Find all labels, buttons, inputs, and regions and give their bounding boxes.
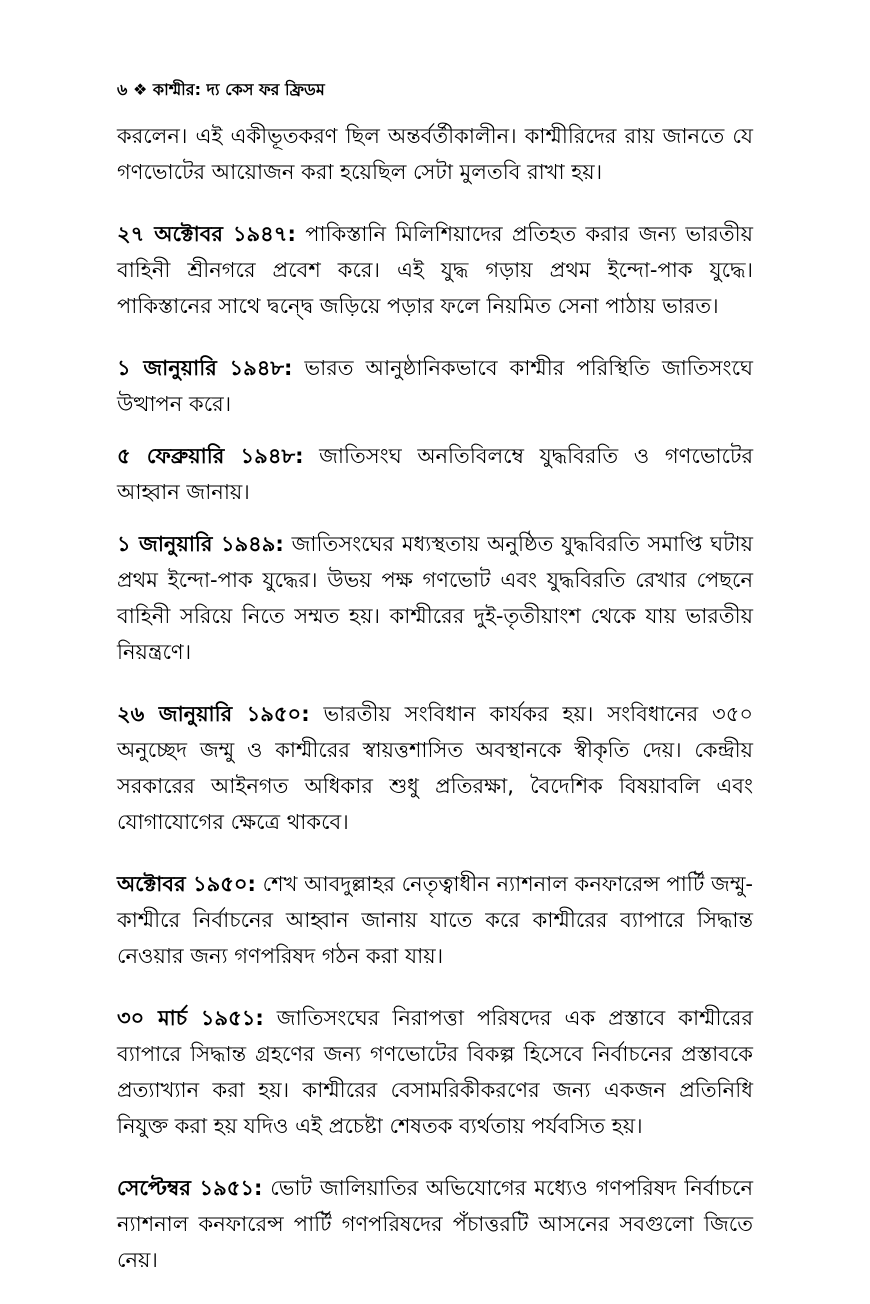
entry-text: করলেন। এই একীভূতকরণ ছিল অন্তর্বর্তীকালীন। কাশ্মীরিদের রায় জানতে যে গণভোটের আয়োজন করা হয়েছিল সেটা মুলতবি রাখা হয়।	[117, 124, 753, 184]
timeline-entry-1950-01-26	[117, 696, 753, 840]
entry-text: শেখ আবদুল্লাহর নেতৃত্বাধীন ন্যাশনাল কনফারেন্স পার্টি জম্মু-কাশ্মীরে নির্বাচনের আহ্বান জানায় যাতে করে কাশ্মীরের ব্যাপারে সিদ্ধান্ত নেওয়ার জন্য গণপরিষদ গঠন করা যায়।	[117, 872, 753, 968]
paragraph-continuation	[117, 118, 753, 190]
entry-text: জাতিসংঘের নিরাপত্তা পরিষদের এক প্রস্তাবে কাশ্মীরের ব্যাপারে সিদ্ধান্ত গ্রহণের জন্য গণভোটের বিকল্প হিসেবে নির্বাচনের প্রস্তাবকে প্রত্যাখ্যান করা হয়। কাশ্মীরের বেসামরিকীকরণের জন্য একজন প্রতিনিধি নিযুক্ত করা হয় যদিও এই প্রচেষ্টা শেষতক ব্যর্থতায় পর্যবসিত হয়।	[117, 1006, 753, 1138]
entry-text: পাকিস্তানি মিলিশিয়াদের প্রতিহত করার জন্য ভারতীয় বাহিনী শ্রীনগরে প্রবেশ করে। এই যুদ্ধ গড়ায় প্রথম ইন্দো-পাক যুদ্ধে। পাকিস্তানের সাথে দ্বন্দ্বে জড়িয়ে পড়ার ফলে নিয়মিত সেনা পাঠায় ভারত।	[117, 222, 753, 318]
entry-date: অক্টোবর ১৯৫০:	[117, 872, 256, 896]
entry-date: ১ জানুয়ারি ১৯৪৮:	[117, 356, 293, 380]
entry-date: সেপ্টেম্বর ১৯৫১:	[117, 1176, 263, 1200]
entry-text: ভোট জালিয়াতির অভিযোগের মধ্যেও গণপরিষদ নির্বাচনে ন্যাশনাল কনফারেন্স পার্টি গণপরিষদের পঁচাত্তরটি আসনের সবগুলো জিতে নেয়।	[117, 1176, 753, 1272]
entry-date: ৩০ মার্চ ১৯৫১:	[117, 1006, 264, 1030]
entry-date: ২৬ জানুয়ারি ১৯৫০:	[117, 702, 310, 726]
timeline-entry-1950-10	[117, 866, 753, 974]
entry-date: ১ জানুয়ারি ১৯৪৯:	[117, 532, 284, 556]
entry-date: ২৭ অক্টোবর ১৯৪৭:	[117, 222, 296, 246]
entry-text: ভারত আনুষ্ঠানিকভাবে কাশ্মীর পরিস্থিতি জাতিসংঘে উত্থাপন করে।	[117, 356, 753, 416]
entry-text: জাতিসংঘ অনতিবিলম্বে যুদ্ধবিরতি ও গণভোটের আহ্বান জানায়।	[117, 444, 753, 504]
entry-text: জাতিসংঘের মধ্যস্থতায় অনুষ্ঠিত যুদ্ধবিরতি সমাপ্তি ঘটায় প্রথম ইন্দো-পাক যুদ্ধের। উভয় পক্ষ গণভোট এবং যুদ্ধবিরতি রেখার পেছনে বাহিনী সরিয়ে নিতে সম্মত হয়। কাশ্মীরের দুই-তৃতীয়াংশ থেকে যায় ভারতীয় নিয়ন্ত্রণে।	[117, 532, 753, 664]
running-header: ৬ ❖ কাশ্মীর: দ্য কেস ফর ফ্রিডম	[117, 80, 325, 99]
timeline-entry-1947-10-27	[117, 216, 753, 324]
entry-date: ৫ ফেব্রুয়ারি ১৯৪৮:	[117, 444, 304, 468]
timeline-entry-1951-09	[117, 1170, 753, 1278]
timeline-entry-1948-02-05	[117, 438, 753, 510]
timeline-entry-1949-01-01	[117, 526, 753, 670]
entry-text: ভারতীয় সংবিধান কার্যকর হয়। সংবিধানের ৩৫০ অনুচ্ছেদ জম্মু ও কাশ্মীরের স্বায়ত্তশাসিত অবস্থানকে স্বীকৃতি দেয়। কেন্দ্রীয় সরকারের আইনগত অধিকার শুধু প্রতিরক্ষা, বৈদেশিক বিষয়াবলি এবং যোগাযোগের ক্ষেত্রে থাকবে।	[117, 702, 753, 834]
timeline-entry-1951-03-30	[117, 1000, 753, 1144]
book-page	[117, 78, 753, 1304]
timeline-entry-1948-01-01	[117, 350, 753, 422]
